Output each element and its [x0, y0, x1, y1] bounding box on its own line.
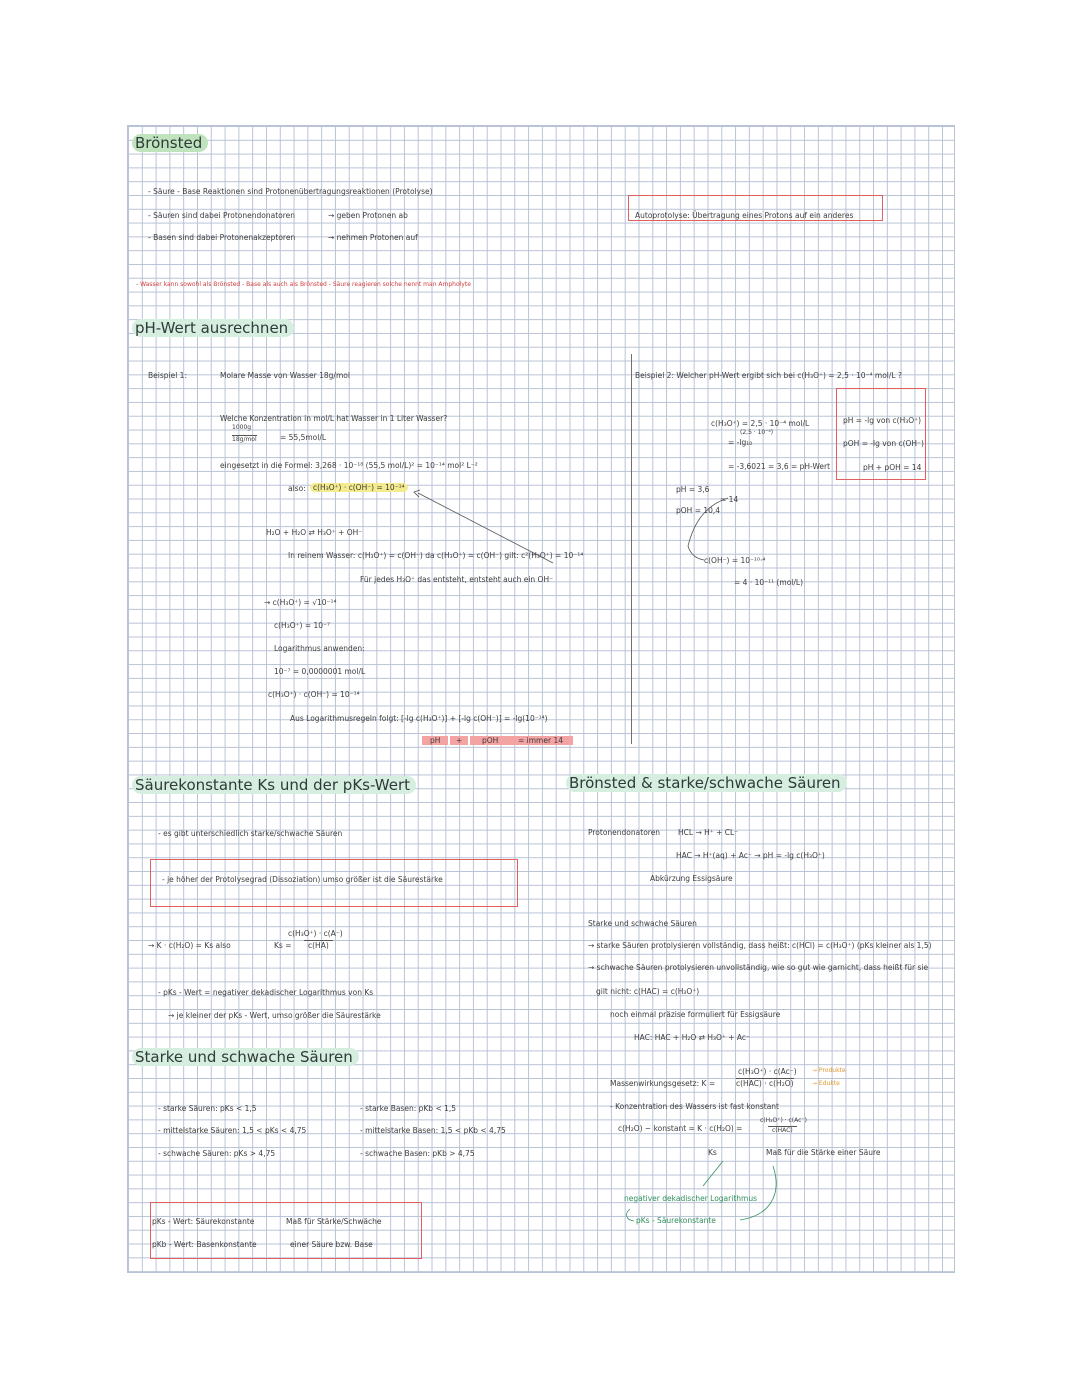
- beispiel-1-label: Beispiel 1:: [148, 371, 187, 380]
- zahl-dezimal: 10⁻⁷ = 0,0000001 mol/L: [274, 667, 366, 676]
- mwg-nenner: c(HAC) · c(H₂O): [736, 1079, 794, 1088]
- ks-label: Ks =: [274, 941, 292, 950]
- heading-saeurekonstante: Säurekonstante Ks und der pKs-Wert: [132, 776, 416, 794]
- bronsted-line-2a: - Säuren sind dabei Protonendonatoren: [148, 211, 296, 220]
- gilt-nicht: gilt nicht: c(HAC) = c(H₃O⁺): [596, 987, 700, 996]
- b2-zeile-1: c(H₃O⁺) = 2,5 · 10⁻⁴ mol/L: [711, 419, 810, 428]
- heading-starke-schwache: Starke und schwache Säuren: [132, 1048, 359, 1066]
- logarithmus-anwenden: Logarithmus anwenden:: [274, 644, 365, 653]
- praezise-formuliert: noch einmal präzise formuliert für Essigsäure: [610, 1010, 781, 1019]
- negativer-log: negativer dekadischer Logarithmus: [624, 1194, 757, 1203]
- protonendonatoren: Protonendonatoren: [588, 828, 661, 837]
- reines-wasser: In reinem Wasser: c(H₃O⁺) = c(OH⁻) da c(H₃O⁺) = c(OH⁻) gilt: c²(H₃O⁺) = 10⁻¹⁴: [288, 551, 584, 560]
- ph-label: pH: [422, 736, 448, 745]
- box-ph: pH = -lg von c(H₃O⁺): [843, 416, 922, 425]
- ks-nenner: c(HA): [304, 940, 333, 950]
- b2-resultat: = 4 · 10⁻¹¹ (mol/L): [734, 578, 804, 587]
- also-formel-highlight: c(H₃O⁺) · c(OH⁻) = 10⁻¹⁴: [310, 483, 408, 492]
- bronsted-line-3a: - Basen sind dabei Protonenakzeptoren: [148, 233, 296, 242]
- konst-nenner: c(HAC): [768, 1126, 797, 1134]
- starke-schwache-titel: Starke und schwache Säuren: [588, 919, 697, 928]
- b2-zeile-2a: (2,5 · 10⁻⁴): [740, 429, 774, 436]
- wasser-reaktion: H₂O + H₂O ⇄ H₃O⁺ + OH⁻: [266, 528, 363, 537]
- ionenprodukt: c(H₃O⁺) · c(OH⁻) = 10⁻¹⁴: [268, 690, 360, 699]
- saeure-stark: - starke Säuren: pKs < 1,5: [158, 1104, 257, 1113]
- autoprotolyse-text: Autoprotolyse: Übertragung eines Protons auf ein anderes: [635, 211, 854, 220]
- konst-zaehler: c(H₃O⁺) · c(Ac⁻): [760, 1117, 807, 1124]
- mwg-zaehler: c(H₃O⁺) · c(Ac⁻): [738, 1067, 797, 1076]
- b2-zeile-3: = -3,6021 = 3,6 = pH-Wert: [728, 462, 831, 471]
- hac-abkuerzung: Abkürzung Essigsäure: [650, 874, 733, 883]
- box-poh: pOH = -lg von c(OH⁻): [843, 439, 924, 448]
- mwg-label: Massenwirkungsgesetz: K =: [610, 1079, 716, 1088]
- base-stark: - starke Basen: pKb < 1,5: [360, 1104, 457, 1113]
- bronsted-line-2b: → geben Protonen ab: [328, 211, 408, 220]
- pks-regel: → je kleiner der pKs - Wert, umso größer die Säurestärke: [168, 1011, 381, 1020]
- bronsted-line-3b: → nehmen Protonen auf: [328, 233, 418, 242]
- heading-bronsted-starke: Brönsted & starke/schwache Säuren: [566, 774, 847, 792]
- hac-reaktion: HAC → H⁺(aq) + Ac⁻ → pH = -lg c(H₃O⁺): [676, 851, 825, 860]
- molare-masse: Molare Masse von Wasser 18g/mol: [220, 371, 350, 380]
- bruch-ergebnis: = 55,5mol/L: [280, 433, 327, 442]
- box-pkb: pKb - Wert: Basenkonstante: [152, 1240, 257, 1249]
- schwache-saeuren-zeile: → schwache Säuren protolysieren unvollständig, wie so gut wie garnicht, dass heißt für sie: [588, 963, 929, 972]
- poh-label: pOH: [470, 736, 510, 745]
- also-label: also:: [288, 484, 306, 493]
- hac-gleichgewicht: HAC: HAC + H₂O ⇄ H₃O⁺ + Ac⁻: [634, 1033, 750, 1042]
- grid-paper-sheet: [127, 125, 955, 1273]
- heading-bronsted: Brönsted: [132, 134, 208, 152]
- ampholyte-note: - Wasser kann sowohl als Brönsted - Base als auch als Brönsted - Säure reagieren solche nennt man Ampholyte: [136, 281, 471, 288]
- box-summe: pH + pOH = 14: [863, 463, 922, 472]
- pks-saeurekonstante: pKs - Säurekonstante: [636, 1216, 716, 1225]
- hcl-reaktion: HCL → H⁺ + CL⁻: [678, 828, 739, 837]
- b2-summe: = 14: [720, 495, 739, 504]
- connector-arrows: [128, 126, 954, 1272]
- k-links: → K · c(H₂O) = Ks also: [148, 941, 231, 950]
- konzentration-frage: Welche Konzentration in mol/L hat Wasser in 1 Liter Wasser?: [220, 414, 448, 423]
- box-mass: Maß für Stärke/Schwäche: [286, 1217, 382, 1226]
- pks-definition: - pKs - Wert = negativer dekadischer Logarithmus von Ks: [158, 988, 374, 997]
- immer-14: = immer 14: [508, 736, 573, 745]
- b2-zeile-2b: = -lg₁₀: [728, 438, 753, 447]
- ks-pfeil-label: Ks: [708, 1148, 717, 1157]
- wasser-konstant: - Konzentration des Wassers ist fast konstant: [610, 1102, 779, 1111]
- bruch-oben: 1000g: [232, 424, 252, 431]
- mass-staerke: Maß für die Stärke einer Säure: [766, 1148, 881, 1157]
- eingesetzt-formel: eingesetzt in die Formel: 3,268 · 10⁻¹⁸ (55,5 mol/L)² = 10⁻¹⁴ mol² L⁻²: [220, 461, 478, 470]
- logarithmusregeln: Aus Logarithmusregeln folgt: [-lg c(H₃O⁺)] + [-lg c(OH⁻)] = -lg(10⁻¹⁴): [290, 714, 548, 723]
- b2-poh: pOH = 10,4: [676, 506, 721, 515]
- b2-coh: c(OH⁻) = 10⁻¹⁰·⁴: [704, 556, 766, 565]
- base-mittel: - mittelstarke Basen: 1,5 < pKb < 4,75: [360, 1126, 506, 1135]
- bronsted-line-1: - Säure - Base Reaktionen sind Protonenübertragungsreaktionen (Protolyse): [148, 187, 433, 196]
- saeure-schwach: - schwache Säuren: pKs > 4,75: [158, 1149, 276, 1158]
- ks-zeile-2: - je höher der Protolysegrad (Dissoziation) umso größer ist die Säurestärke: [162, 875, 443, 884]
- b2-ph: pH = 3,6: [676, 485, 710, 494]
- base-schwach: - schwache Basen: pKb > 4,75: [360, 1149, 475, 1158]
- box-saeure-base: einer Säure bzw. Base: [290, 1240, 373, 1249]
- produkte-hinweis: → Produkte: [812, 1067, 846, 1074]
- plus-label: +: [450, 736, 468, 745]
- box-pks: pKs - Wert: Säurekonstante: [152, 1217, 255, 1226]
- heading-ph-wert: pH-Wert ausrechnen: [132, 319, 294, 337]
- bruch-unten: 18g/mol: [232, 436, 257, 443]
- ks-zaehler: c(H₃O⁺) · c(A⁻): [288, 929, 343, 938]
- konstante-label: c(H₂O) ~ konstant = K · c(H₂O) =: [618, 1124, 743, 1133]
- fuer-jedes-h3o: Für jedes H₃O⁺ das entsteht, entsteht auch ein OH⁻: [360, 575, 554, 584]
- ergebnis-10-7: c(H₃O⁺) = 10⁻⁷: [274, 621, 331, 630]
- starke-saeuren-zeile: → starke Säuren protolysieren vollständig, dass heißt: c(HCl) = c(H₃O⁺) (pKs kleiner als 1,5): [588, 941, 932, 950]
- wurzel-schritt: → c(H₃O⁺) = √10⁻¹⁴: [264, 598, 337, 607]
- saeure-mittel: - mittelstarke Säuren: 1,5 < pKs < 4,75: [158, 1126, 307, 1135]
- edukte-hinweis: → Edukte: [812, 1080, 840, 1087]
- ks-zeile-1: - es gibt unterschiedlich starke/schwache Säuren: [158, 829, 343, 838]
- beispiel-2: Beispiel 2: Welcher pH-Wert ergibt sich bei c(H₃O⁺) = 2,5 · 10⁻⁴ mol/L ?: [635, 371, 902, 380]
